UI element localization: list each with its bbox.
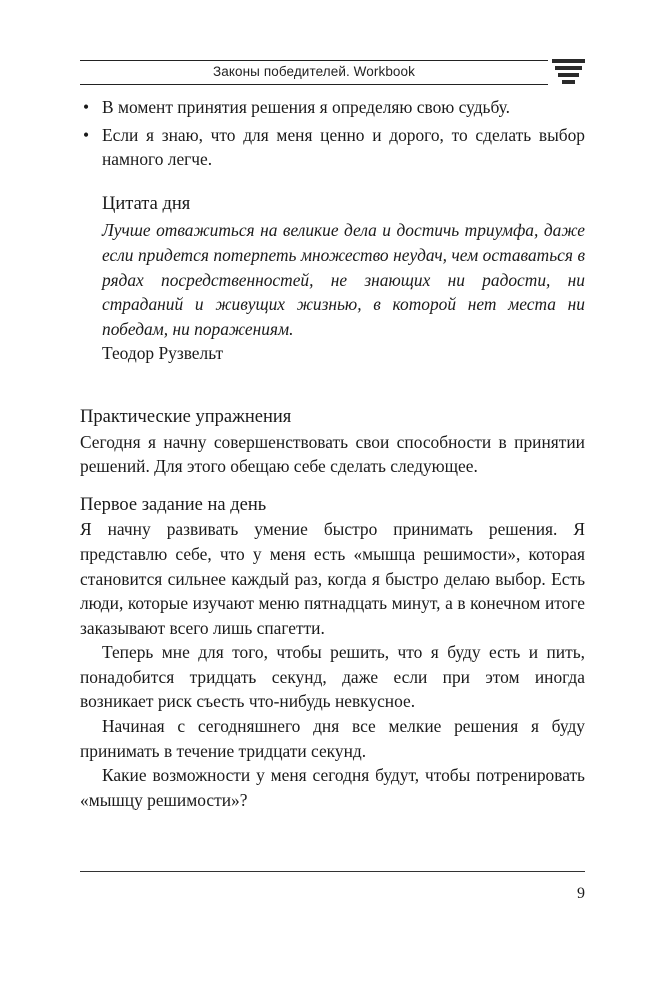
running-header [80,58,585,88]
practice-heading: Практические упражнения [80,406,292,427]
task-paragraph: Теперь мне для того, чтобы решить, что я буду есть и пить, понадобится тридцать секунд, даже если при этом иногда возникает риск съесть что-нибудь невкусное. [80,642,585,712]
quote-heading: Цитата дня [102,193,191,214]
header-top-rule [80,60,548,61]
quote-text: Лучше отважиться на великие дела и достичь триумфа, даже если придется потерпеть множество неудач, чем оставаться в рядах посредственностей, не знающих ни радости, ни страданий и живущих жизнью, в которой нет места ни победам, ни поражениям. [102,220,585,339]
task-paragraph: Какие возможности у меня сегодня будут, чтобы потренировать «мышцу решимости»? [80,765,585,810]
bullet-list [80,95,585,172]
list-item [80,95,585,120]
task-heading: Первое задание на день [80,494,267,515]
page-content [80,95,585,812]
quote-author: Теодор Рузвельт [102,343,224,364]
bullet-text: В момент принятия решения я определяю свою судьбу. [102,97,510,117]
footer-rule [80,871,585,872]
bullet-icon: • [83,97,90,117]
publisher-stack-icon [552,58,585,86]
page-number: 9 [577,885,585,902]
bullet-text: Если я знаю, что для меня ценно и дорого, то сделать выбор намного легче. [102,124,585,170]
bullet-icon: • [83,124,90,145]
quote-of-the-day [102,192,585,366]
running-title: Законы победителей. Workbook [212,64,415,79]
task-paragraph: Я начну развивать умение быстро принимать решения. Я представлю себе, что у меня есть «мышца решимости», которая становится сильнее каждый раз, когда я быстро делаю выбор. Есть люди, которые изучают меню пятнадцать минут, а в конечном итоге заказывают всего лишь спагетти. [80,519,585,638]
list-item [80,123,585,172]
practice-text: Сегодня я начну совершенствовать свои способности в принятии решений. Для этого обещаю себе сделать следующее. [80,431,585,477]
header-bottom-rule [80,84,548,85]
task-paragraph: Начиная с сегодняшнего дня все мелкие решения я буду принимать в течение тридцати секунд. [80,716,585,761]
